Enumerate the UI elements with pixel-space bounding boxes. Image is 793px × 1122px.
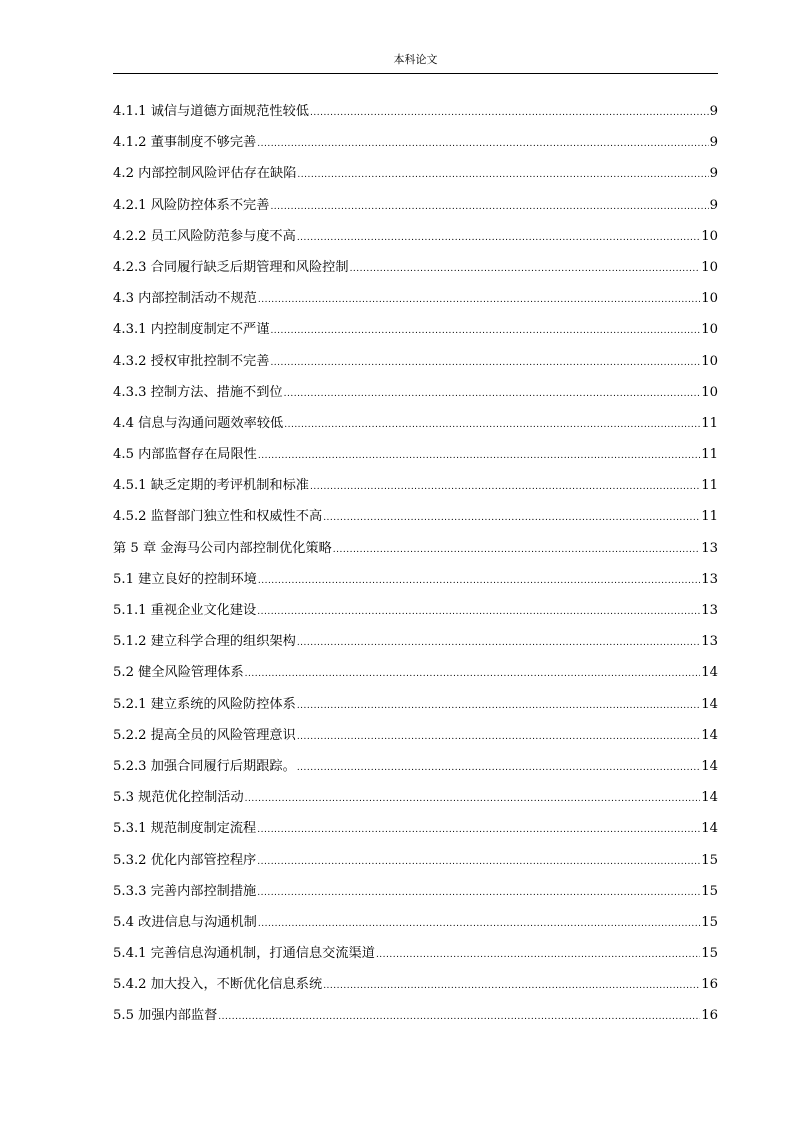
toc-entry-title: 5.5 加强内部监督	[113, 1008, 218, 1024]
page-header-title: 本科论文	[393, 53, 438, 66]
toc-entry-title: 5.1.1 重视企业文化建设	[113, 603, 257, 618]
toc-entry-title: 4.2.1 风险防控体系不完善	[113, 197, 270, 213]
toc-entry[interactable]	[113, 98, 718, 129]
toc-entry[interactable]	[113, 441, 718, 472]
toc-entry[interactable]	[113, 254, 718, 285]
toc-leader-dots	[258, 568, 700, 595]
toc-leader-dots	[257, 599, 700, 626]
toc-entry-page: 10	[701, 322, 718, 338]
toc-entry-page: 11	[701, 509, 718, 525]
toc-leader-dots	[376, 942, 700, 969]
toc-entry[interactable]	[113, 472, 718, 503]
toc-entry[interactable]	[113, 909, 718, 940]
toc-entry[interactable]	[113, 223, 718, 254]
toc-leader-dots	[258, 443, 700, 470]
toc-leader-dots	[257, 849, 700, 876]
toc-entry-page: 14	[701, 790, 718, 806]
toc-entry-title: 4.3.1 内控制度制定不严谨	[113, 322, 270, 338]
toc-entry[interactable]	[113, 815, 718, 846]
toc-entry[interactable]	[113, 691, 718, 722]
toc-leader-dots	[218, 1004, 700, 1031]
toc-leader-dots	[297, 630, 700, 657]
toc-entry-page: 15	[701, 883, 718, 899]
toc-entry-page: 11	[701, 415, 718, 431]
toc-entry-title: 5.4.2 加大投入，不断优化信息系统	[113, 977, 323, 993]
toc-entry-page: 14	[701, 758, 718, 774]
toc-entry-title: 4.2 内部控制风险评估存在缺陷	[113, 166, 297, 182]
toc-entry-title: 第 5 章 金海马公司内部控制优化策略	[113, 540, 332, 556]
toc-entry[interactable]	[113, 285, 718, 316]
toc-entry-title: 5.4.1 完善信息沟通机制，打通信息交流渠道	[113, 946, 375, 962]
toc-leader-dots	[333, 537, 700, 564]
toc-leader-dots	[310, 100, 709, 127]
toc-entry-title: 5.2.1 建立系统的风险防控体系	[113, 696, 296, 712]
toc-entry-page: 14	[701, 821, 718, 837]
toc-entry-page: 10	[701, 291, 718, 307]
toc-entry-title: 4.5.1 缺乏定期的考评机制和标准	[113, 478, 309, 494]
toc-entry-title: 5.1 建立良好的控制环境	[113, 571, 257, 587]
toc-entry[interactable]	[113, 410, 718, 441]
toc-entry[interactable]	[113, 503, 718, 534]
toc-entry[interactable]	[113, 348, 718, 379]
toc-entry-title: 4.3.3 控制方法、措施不到位	[113, 384, 283, 400]
toc-entry[interactable]	[113, 659, 718, 690]
toc-entry-title: 4.1.1 诚信与道德方面规范性较低	[113, 104, 309, 119]
toc-leader-dots	[323, 505, 700, 532]
toc-entry[interactable]	[113, 597, 718, 628]
toc-entry[interactable]	[113, 971, 718, 1002]
toc-entry-page: 13	[701, 603, 718, 618]
toc-entry[interactable]	[113, 129, 718, 160]
toc-entry-title: 5.4 改进信息与沟通机制	[113, 914, 257, 930]
toc-entry-page: 9	[709, 197, 718, 213]
toc-entry[interactable]	[113, 192, 718, 223]
toc-leader-dots	[284, 381, 701, 408]
toc-entry[interactable]	[113, 535, 718, 566]
toc-leader-dots	[310, 474, 700, 501]
toc-leader-dots	[297, 724, 700, 751]
toc-entry-title: 4.1.2 董事制度不够完善	[113, 135, 257, 151]
toc-entry-title: 4.5.2 监督部门独立性和权威性不高	[113, 509, 323, 525]
toc-entry-title: 5.3.3 完善内部控制措施	[113, 883, 257, 899]
toc-entry-title: 5.3 规范优化控制活动	[113, 790, 244, 806]
toc-entry-page: 10	[701, 353, 718, 369]
toc-entry-title: 4.5 内部监督存在局限性	[113, 447, 257, 463]
table-of-contents	[113, 98, 718, 1034]
toc-leader-dots	[270, 350, 700, 377]
toc-leader-dots	[297, 225, 700, 252]
toc-entry-title: 5.2.3 加强合同履行后期跟踪。	[113, 758, 296, 774]
toc-entry[interactable]	[113, 1002, 718, 1033]
toc-entry-page: 15	[701, 914, 718, 930]
toc-entry[interactable]	[113, 940, 718, 971]
toc-entry-title: 5.2.2 提高全员的风险管理意识	[113, 727, 296, 743]
toc-entry[interactable]	[113, 379, 718, 410]
toc-entry-page: 10	[701, 228, 718, 244]
toc-leader-dots	[323, 973, 700, 1000]
toc-entry-page: 13	[701, 634, 718, 650]
toc-entry-page: 15	[701, 852, 718, 868]
toc-entry-title: 4.3 内部控制活动不规范	[113, 291, 257, 307]
toc-leader-dots	[257, 880, 700, 907]
toc-entry[interactable]	[113, 566, 718, 597]
toc-entry-page: 10	[701, 384, 718, 400]
toc-entry[interactable]	[113, 784, 718, 815]
toc-leader-dots	[297, 693, 700, 720]
toc-entry[interactable]	[113, 847, 718, 878]
toc-entry[interactable]	[113, 722, 718, 753]
toc-entry-page: 14	[701, 665, 718, 681]
toc-entry-title: 4.2.3 合同履行缺乏后期管理和风险控制	[113, 259, 349, 275]
toc-entry-page: 16	[701, 1008, 718, 1024]
toc-leader-dots	[270, 194, 708, 221]
toc-entry-page: 9	[709, 166, 718, 182]
toc-entry-page: 14	[701, 696, 718, 712]
toc-entry-title: 5.3.2 优化内部管控程序	[113, 852, 257, 868]
toc-entry-page: 15	[701, 946, 718, 962]
toc-leader-dots	[245, 661, 701, 688]
toc-entry-title: 5.2 健全风险管理体系	[113, 665, 244, 681]
toc-leader-dots	[350, 256, 701, 283]
toc-entry-title: 4.3.2 授权审批控制不完善	[113, 353, 270, 369]
toc-leader-dots	[297, 755, 700, 782]
toc-leader-dots	[258, 911, 700, 938]
toc-leader-dots	[284, 412, 700, 439]
toc-entry-page: 14	[701, 727, 718, 743]
toc-entry-page: 9	[709, 104, 718, 119]
toc-entry[interactable]	[113, 878, 718, 909]
toc-entry[interactable]	[113, 628, 718, 659]
toc-entry-page: 11	[701, 478, 718, 494]
toc-entry-title: 5.3.1 规范制度制定流程	[113, 821, 257, 837]
toc-leader-dots	[270, 318, 700, 345]
toc-entry-page: 13	[701, 571, 718, 587]
toc-leader-dots	[297, 162, 708, 189]
toc-entry-page: 16	[701, 977, 718, 993]
toc-entry-title: 4.4 信息与沟通问题效率较低	[113, 415, 284, 431]
toc-leader-dots	[258, 287, 700, 314]
toc-entry-title: 5.1.2 建立科学合理的组织架构	[113, 634, 296, 650]
toc-leader-dots	[245, 786, 701, 813]
toc-entry[interactable]	[113, 753, 718, 784]
toc-entry[interactable]	[113, 316, 718, 347]
toc-entry-page: 9	[709, 135, 718, 151]
toc-leader-dots	[257, 817, 700, 844]
toc-entry-page: 13	[701, 540, 718, 556]
toc-entry-page: 11	[701, 447, 718, 463]
toc-entry[interactable]	[113, 160, 718, 191]
header-divider	[113, 73, 718, 74]
toc-leader-dots	[257, 131, 708, 158]
toc-entry-title: 4.2.2 员工风险防范参与度不高	[113, 228, 296, 244]
toc-entry-page: 10	[701, 259, 718, 275]
